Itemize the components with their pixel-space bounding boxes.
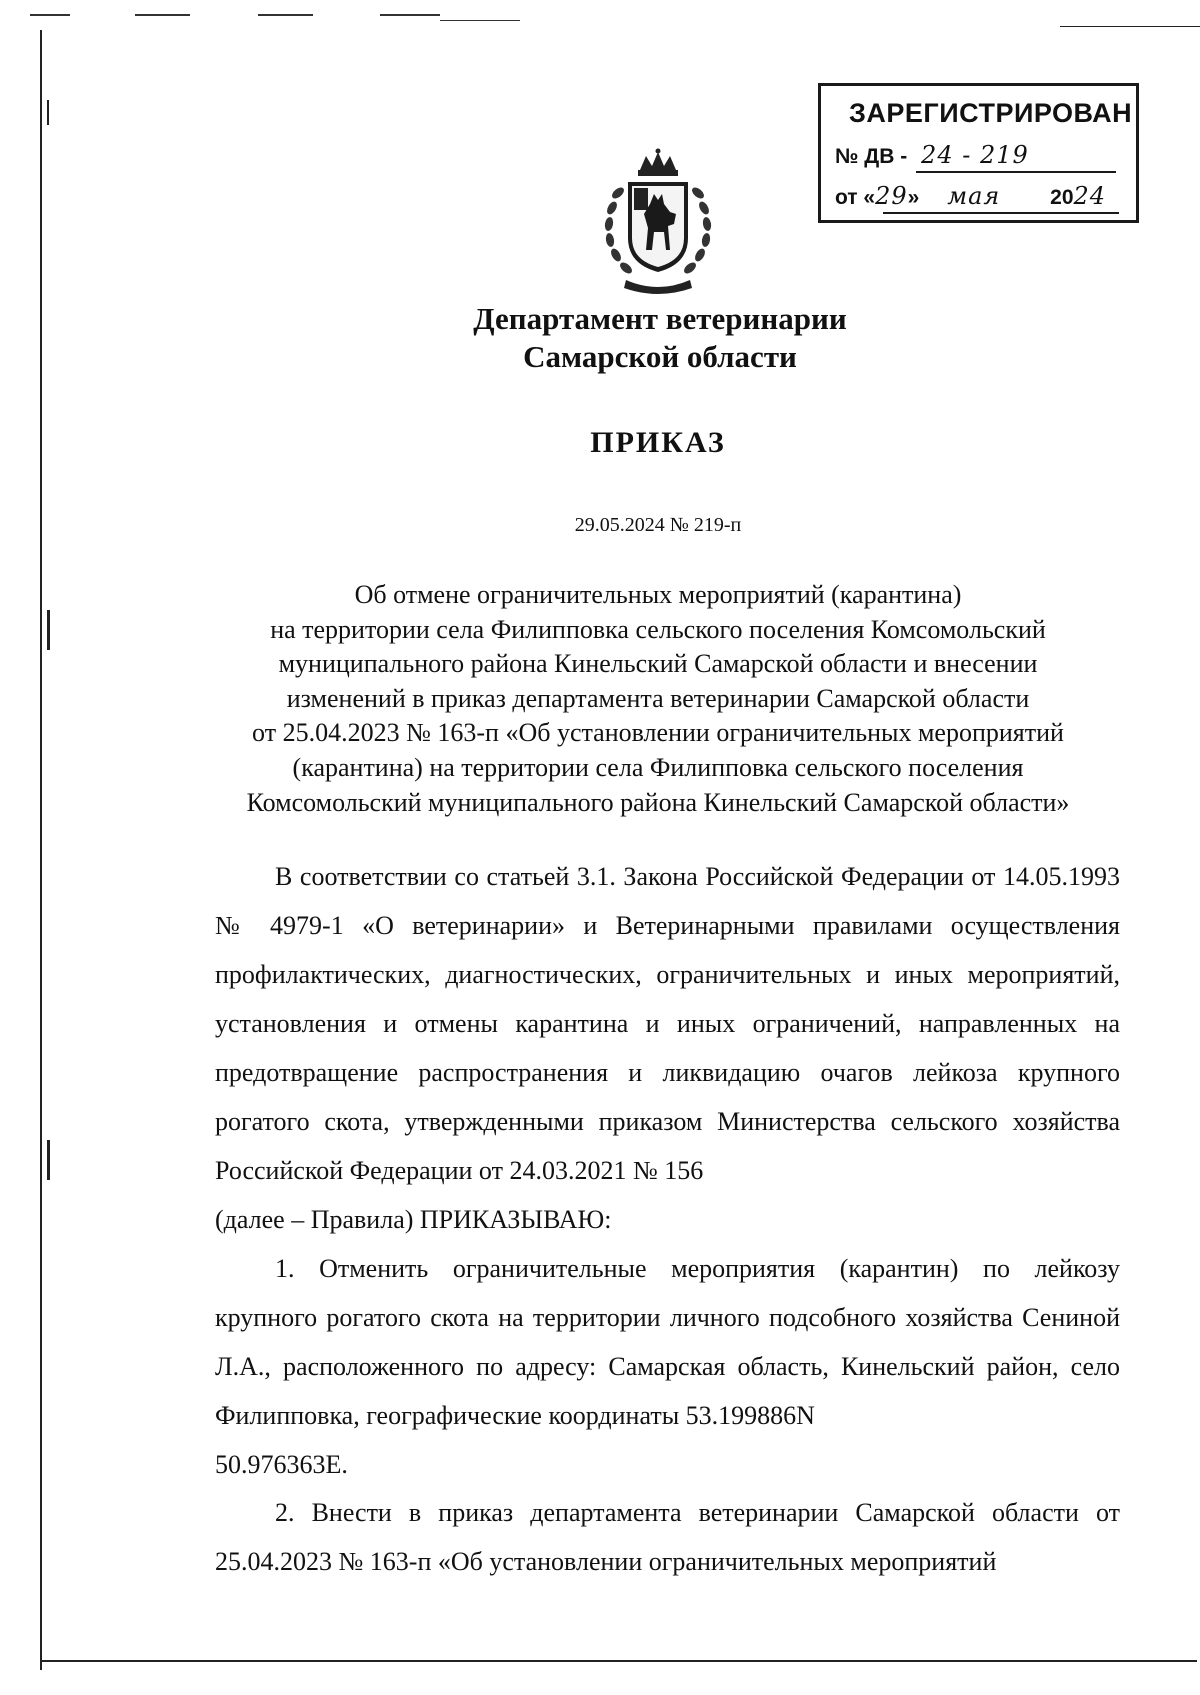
subject-line: изменений в приказ департамента ветеринарии Самарской области (286, 683, 1030, 713)
registration-stamp (818, 83, 1139, 223)
item-1-paragraph: 1. Отменить ограничительные мероприятия (карантин) по лейкозу крупного рогатого скота на территории личного подсобного хозяйства Сениной Л.А., расположенного по адресу: Самарская область, Кинельский район, село Филипповка, географические координаты 53.199886N (215, 1254, 1120, 1430)
scan-artifact (258, 14, 313, 16)
department-name-line1: Департамент ветеринарии (473, 301, 847, 336)
scan-artifact (47, 1140, 50, 1180)
scan-artifact (47, 100, 49, 125)
stamp-date-prefix: от « (835, 186, 876, 209)
preamble-block (215, 852, 1120, 1244)
scan-artifact (380, 14, 440, 16)
stamp-number-underline (916, 171, 1116, 173)
item-2-block (215, 1488, 1120, 1586)
item-1-tail: 50.976363E. (215, 1450, 348, 1479)
stamp-number-line (835, 141, 1029, 169)
item-1-block (215, 1244, 1120, 1489)
preamble-tail: (далее – Правила) ПРИКАЗЫВАЮ: (215, 1205, 612, 1234)
stamp-date-month: мая (947, 182, 1001, 210)
stamp-date-underline (883, 212, 1119, 214)
subject-line: Комсомольский муниципального района Кинельский Самарской области» (246, 787, 1070, 817)
subject-line: от 25.04.2023 № 163-п «Об установлении ограничительных мероприятий (252, 718, 1064, 748)
scan-artifact (135, 14, 190, 16)
stamp-title: ЗАРЕГИСТРИРОВАН (849, 98, 1133, 128)
stamp-date-day: 29 (875, 182, 908, 210)
item-2-paragraph: 2. Внести в приказ департамента ветеринарии Самарской области от 25.04.2023 № 163-п «Об установлении ограничительных мероприятий (215, 1498, 1120, 1576)
scan-artifact (40, 30, 42, 1670)
department-name-line2: Самарской области (523, 339, 797, 374)
stamp-date-line (835, 182, 1106, 210)
subject-line: муниципального района Кинельский Самарской области и внесении (278, 649, 1038, 679)
scan-artifact (30, 14, 70, 16)
scan-artifact (42, 1660, 1197, 1662)
scan-artifact (440, 20, 520, 21)
stamp-year-suffix: 24 (1073, 182, 1107, 210)
order-subject (200, 578, 1116, 820)
subject-line: (карантина) на территории села Филипповка сельского поселения (292, 752, 1024, 782)
subject-line: Об отмене ограничительных мероприятий (карантина) (354, 580, 962, 609)
stamp-year-prefix: 20 (1050, 186, 1074, 209)
preamble-paragraph: В соответствии со статьей 3.1. Закона Российской Федерации от 14.05.1993 № 4979-1 «О ветеринарии» и Ветеринарными правилами осуществления профилактических, диагностических, ограничительных и иных мероприятий, установления и отмены карантина и иных ограничений, направленных на предотвращение распространения и ликвидацию очагов лейкоза крупного рогатого скота, утвержденными приказом Министерства сельского хозяйства Российской Федерации от 24.03.2021 № 156 (215, 862, 1120, 1185)
document-type-title: ПРИКАЗ (590, 426, 726, 459)
coat-of-arms-emblem (596, 148, 720, 298)
stamp-date-mid: » (907, 186, 920, 209)
subject-line: на территории села Филипповка сельского поселения Комсомольский (270, 614, 1046, 644)
order-date-number: 29.05.2024 № 219-п (574, 514, 742, 536)
stamp-number-value: 24 - 219 (921, 141, 1029, 169)
scan-artifact (1060, 26, 1200, 27)
scan-artifact (47, 610, 50, 650)
stamp-number-label: № ДВ - (835, 145, 908, 168)
